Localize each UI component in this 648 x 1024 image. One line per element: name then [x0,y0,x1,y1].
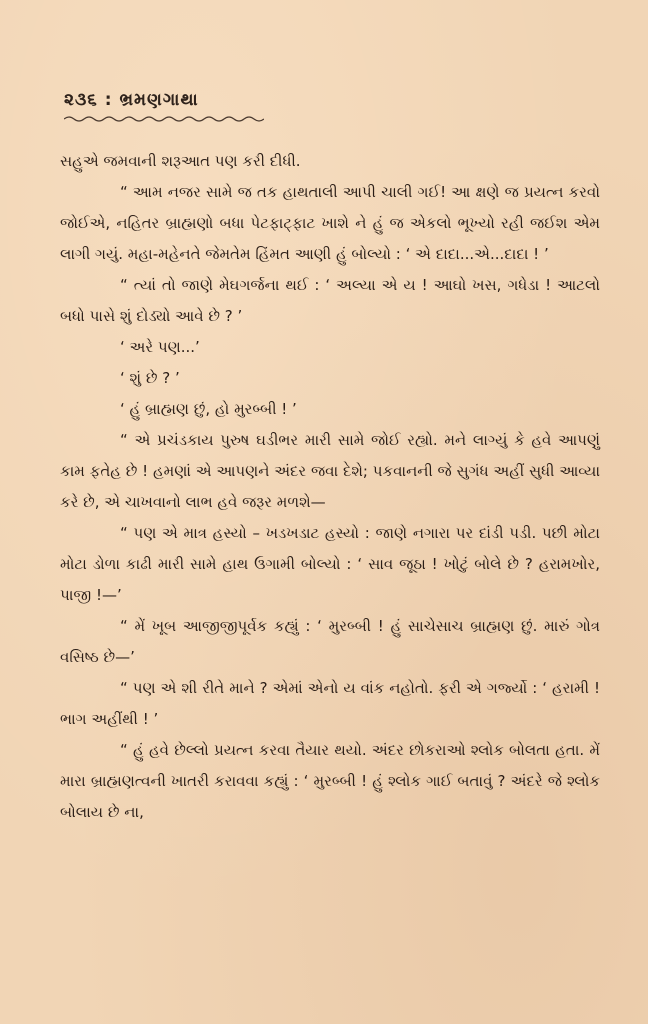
paragraph: ‘ અરે પણ...’ [120,338,200,356]
paragraph: “ એ પ્રચંડકાય પુરુષ ઘડીભર મારી સામે જોઈ રહ્યો. મને લાગ્યું કે હવે આપણું કામ ફતેહ છે ! હમણાં એ આપણને અંદર જવા દેશે; પકવાનની જે સુગંધ અહીં સુધી આવ્યા કરે છે, એ ચાખવાનો લાભ હવે જરૂર મળશે— [60,431,600,511]
header-wavy-rule [64,114,264,124]
paragraph: ‘ હું બ્રાહ્મણ છું, હો મુરબ્બી ! ’ [120,400,297,418]
paragraph: “ આમ નજર સામે જ તક હાથતાલી આપી ચાલી ગઈ! આ ક્ષણે જ પ્રયત્ન કરવો જોઈએ, નહિતર બ્રાહ્મણો બધા પેટફાટ્ફાટ ખાશે ને હું જ એકલો ભૂખ્યો રહી જઈશ એમ લાગી ગયું. મહા-મહેનતે જેમતેમ હિંમત આણી હું બોલ્યો : ‘ એ દાદા...એ...દાદા ! ’ [60,183,600,263]
paragraph: “ હું હવે છેલ્લો પ્રયત્ન કરવા તૈયાર થયો. અંદર છોકરાઓ શ્લોક બોલતા હતા. મેં મારા બ્રાહ્મણત્વની ખાતરી કરાવવા કહ્યું : ‘ મુરબ્બી ! હું શ્લોક ગાઈ બતાવું ? અંદરે જે શ્લોક બોલાય છે ના, [60,741,600,821]
body-text [60,146,600,828]
paragraph: “ પણ એ માત્ર હસ્યો – ખડખડાટ હસ્યો : જાણે નગારા પર દાંડી પડી. પછી મોટા મોટા ડોળા કાઢી મારી સામે હાથ ઉગામી બોલ્યો : ‘ સાવ જૂઠા ! ખોટું બોલે છે ? હરામખોર, પાજી !—’ [60,524,600,604]
running-head: ૨૩૬ : ભ્રમણગાથા [64,90,199,110]
paragraph: ‘ શું છે ? ’ [120,369,180,387]
paragraph: સહુએ જમવાની શરૂઆત પણ કરી દીધી. [60,152,301,170]
paragraph: “ મેં ખૂબ આજીજીપૂર્વક કહ્યું : ‘ મુરબ્બી ! હું સાચેસાચ બ્રાહ્મણ છું. મારું ગોત્ર વસિષ્ઠ છે—’ [60,617,600,666]
paragraph: “ પણ એ શી રીતે માને ? એમાં એનો ય વાંક નહોતો. ફરી એ ગર્જ્યો : ‘ હરામી ! ભાગ અહીંથી ! ’ [60,679,600,728]
paragraph: “ ત્યાં તો જાણે મેઘગર્જના થઈ : ‘ અલ્યા એ ય ! આઘો ખસ, ગધેડા ! આટલો બધો પાસે શું દોડ્યો આવે છે ? ’ [60,276,600,325]
